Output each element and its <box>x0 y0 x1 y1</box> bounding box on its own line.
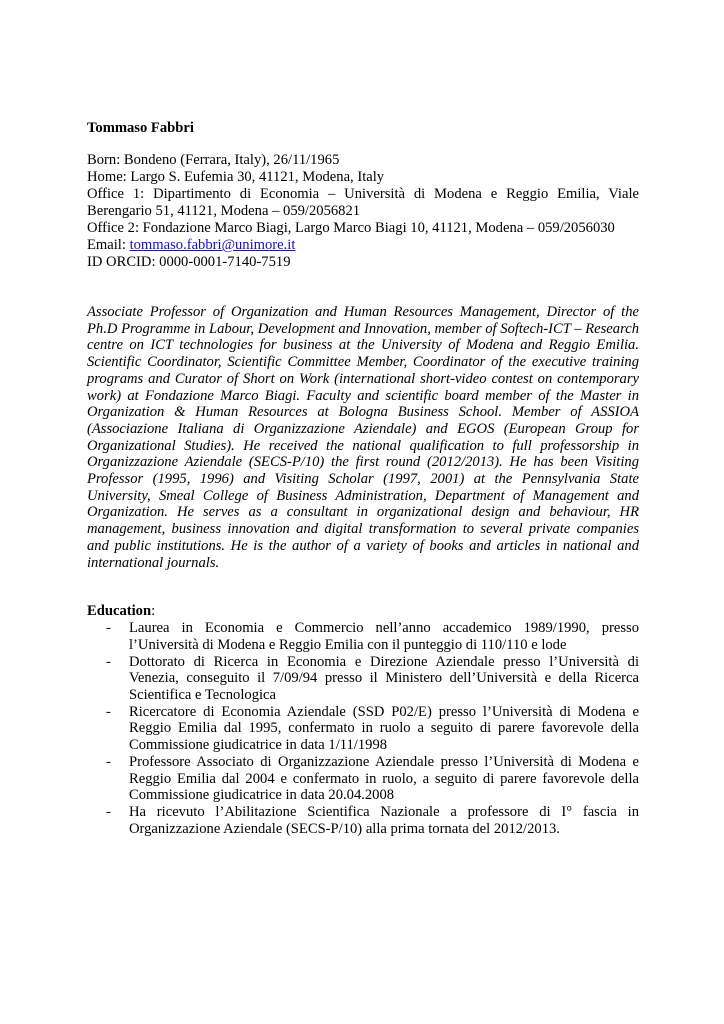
education-item <box>87 654 639 704</box>
education-item <box>87 754 639 804</box>
home-address: Home: Largo S. Eufemia 30, 41121, Modena, Italy <box>87 169 385 185</box>
education-heading-text: Education <box>87 603 152 620</box>
birth-info: Born: Bondeno (Ferrara, Italy), 26/11/1965 <box>87 152 340 168</box>
office-1-address-line-2: Berengario 51, 41121, Modena – 059/2056821 <box>87 203 361 219</box>
list-bullet: - <box>106 653 111 670</box>
education-item <box>87 704 639 754</box>
education-item-text: Ricercatore di Economia Aziendale (SSD P02/E) presso l’Università di Modena e Reggio Emilia dal 1995, confermato in ruolo a seguito di parere favorevole della Commissione giudicatrice in data 1/11/1998 <box>129 703 639 754</box>
contact-block <box>87 152 639 271</box>
email-label: Email: <box>87 237 130 253</box>
education-section <box>87 603 639 837</box>
education-item-text: Dottorato di Ricerca in Economia e Direzione Aziendale presso l’Università di Venezia, conseguito il 7/09/94 presso il Ministero dell’Università e della Ricerca Scientifica e Tecnologica <box>129 653 639 704</box>
document-content <box>87 120 639 837</box>
list-bullet: - <box>106 620 111 637</box>
biography-paragraph: Associate Professor of Organization and Human Resources Management, Director of the Ph.D Programme in Labour, Development and Innovation, member of Softech-ICT – Research centre on ICT technologies for business at the University of Modena and Reggio Emilia. Scientific Coordinator, Scientific Committee Member, Coordinator of the executive training programs and Curator of Short on Work (international short-video contest on contemporary work) at Fondazione Marco Biagi. Faculty and scientific board member of the Master in Organization & Human Resources at Bologna Business School. Member of ASSIOA (Associazione Italiana di Organizzazione Aziendale) and EGOS (European Group for Organizational Studies). He received the national qualification to full professorship in Organizzazione Aziendale (SECS-P/10) the first round (2012/2013). He has been Visiting Professor (1995, 1996) and Visiting Scholar (1997, 2001) at the Pennsylvania State University, Smeal College of Business Administration, Department of Management and Organization. He serves as a consultant in organizational design and behaviour, HR management, business innovation and digital transformation to several private companies and public institutions. He is the author of a variety of books and articles in national and international journals. <box>87 304 639 571</box>
education-heading <box>87 603 639 620</box>
education-item <box>87 804 639 837</box>
education-item-text: Laurea in Economia e Commercio nell’anno accademico 1989/1990, presso l’Università di Modena e Reggio Emilia con il punteggio di 110/110 e lode <box>129 620 639 653</box>
email-link[interactable]: tommaso.fabbri@unimore.it <box>129 237 296 253</box>
education-heading-colon: : <box>151 603 156 620</box>
person-name: Tommaso Fabbri <box>87 120 194 136</box>
office-2-address: Office 2: Fondazione Marco Biagi, Largo Marco Biagi 10, 41121, Modena – 059/2056030 <box>87 220 615 236</box>
education-item <box>87 620 639 653</box>
list-bullet: - <box>106 753 111 770</box>
education-item-text: Professore Associato di Organizzazione Aziendale presso l’Università di Modena e Reggio Emilia dal 2004 e confermato in ruolo, a seguito di parere favorevole della Commissione giudicatrice in data 20.04.2008 <box>129 753 639 804</box>
education-list <box>87 620 639 837</box>
list-bullet: - <box>106 803 111 820</box>
orcid-id: ID ORCID: 0000-0001-7140-7519 <box>87 254 291 270</box>
education-item-text: Ha ricevuto l’Abilitazione Scientifica Nazionale a professore di I° fascia in Organizzazione Aziendale (SECS-P/10) alla prima tornata del 2012/2013. <box>129 803 639 837</box>
email-line <box>87 237 639 254</box>
list-bullet: - <box>106 703 111 720</box>
office-1-address-line-1: Office 1: Dipartimento di Economia – Università di Modena e Reggio Emilia, Viale <box>87 186 639 202</box>
